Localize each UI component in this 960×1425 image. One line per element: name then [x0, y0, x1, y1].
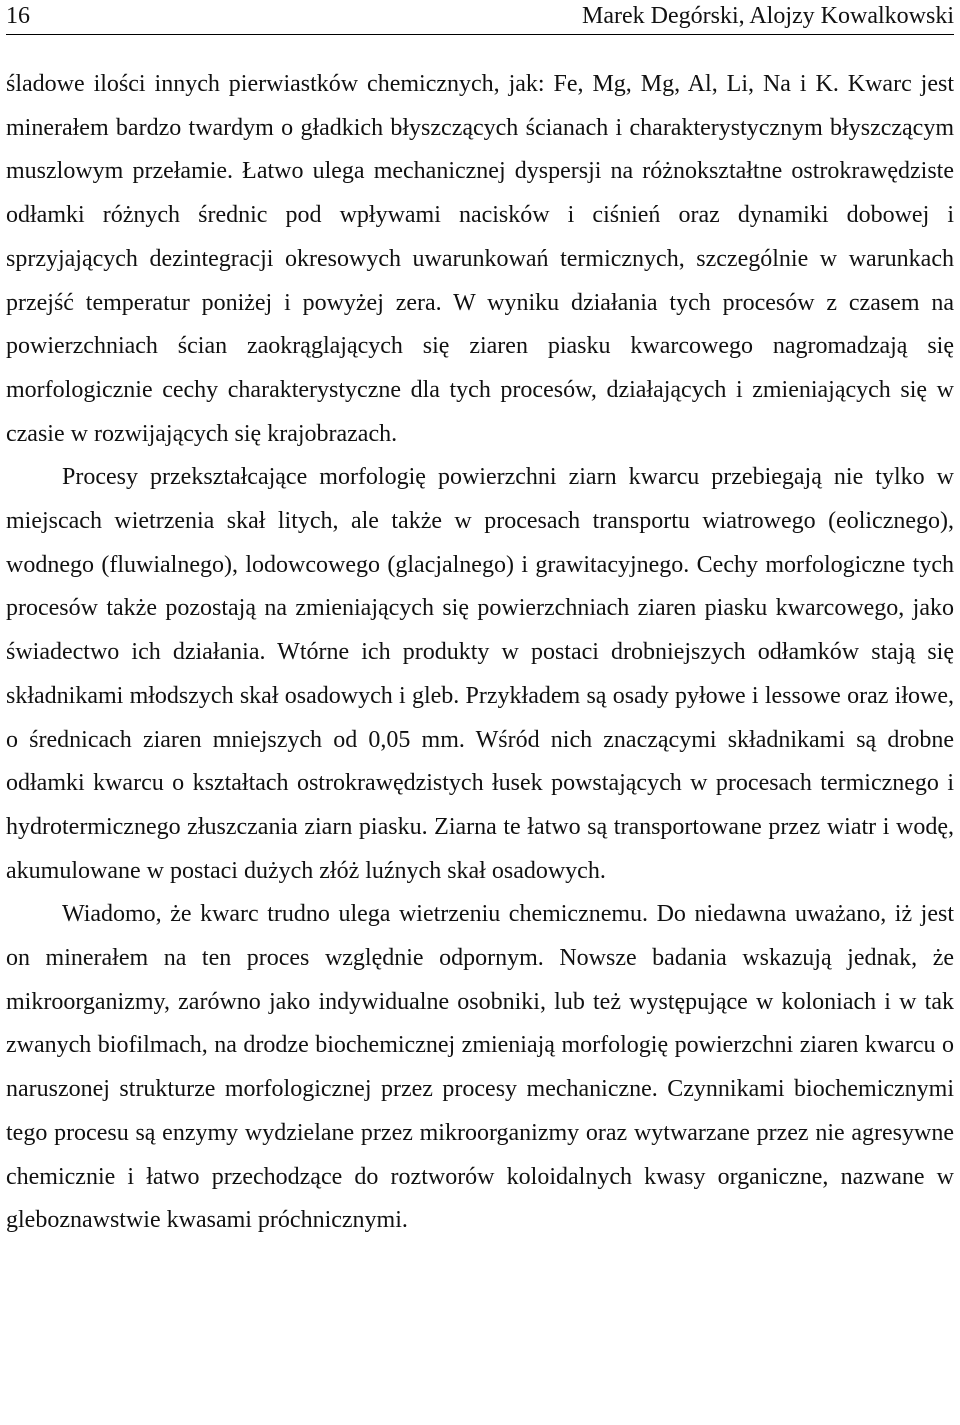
running-head-authors: Marek Degórski, Alojzy Kowalkowski	[582, 3, 954, 29]
body-text	[6, 63, 954, 1243]
page-header	[6, 0, 954, 35]
paragraph-2: Procesy przekształcające morfologię powierzchni ziarn kwarcu przebiegają nie tylko w miejscach wietrzenia skał litych, ale także w procesach transportu wiatrowego (eolicznego), wodnego (fluwialnego), lodowcowego (glacjalnego) i grawitacyjnego. Cechy morfologiczne tych procesów także pozostają na zmieniających się powierzchniach ziaren piasku kwarcowego, jako świadectwo ich działania. Wtórne ich produkty w postaci drobniejszych odłamków stają się składnikami młodszych skał osadowych i gleb. Przykładem są osady pyłowe i lessowe oraz iłowe, o średnicach ziaren mniejszych od 0,05 mm. Wśród nich znaczącymi składnikami są drobne odłamki kwarcu o kształtach ostrokrawędzistych łusek powstających w procesach termicznego i hydrotermicznego złuszczania ziarn piasku. Ziarna te łatwo są transportowane przez wiatr i wodę, akumulowane w postaci dużych złóż luźnych skał osadowych.	[6, 464, 954, 884]
page-number: 16	[6, 3, 30, 29]
paragraph-3: Wiadomo, że kwarc trudno ulega wietrzeniu chemicznemu. Do niedawna uważano, iż jest on minerałem na ten proces względnie odpornym. Nowsze badania wskazują jednak, że mikroorganizmy, zarówno jako indywidualne osobniki, lub też występujące w koloniach i w tak zwanych biofilmach, na drodze biochemicznej zmieniają morfologię powierzchni ziaren kwarcu o naruszonej strukturze morfologicznej przez procesy mechaniczne. Czynnikami biochemicznymi tego procesu są enzymy wydzielane przez mikroorganizmy oraz wytwarzane przez nie agresywne chemicznie i łatwo przechodzące do roztworów koloidalnych kwasy organiczne, nazwane w gleboznawstwie kwasami próchnicznymi.	[6, 901, 954, 1234]
paragraph-1: śladowe ilości innych pierwiastków chemicznych, jak: Fe, Mg, Mg, Al, Li, Na i K. Kwarc jest minerałem bardzo twardym o gładkich błyszczących ścianach i charakterystycznym błyszczącym muszlowym przełamie. Łatwo ulega mechanicznej dyspersji na różnokształtne ostrokrawędziste odłamki różnych średnic pod wpływami nacisków i ciśnień oraz dynamiki dobowej i sprzyjających dezintegracji okresowych uwarunkowań termicznych, szczególnie w warunkach przejść temperatur poniżej i powyżej zera. W wyniku działania tych procesów z czasem na powierzchniach ścian zaokrąglających się ziaren piasku kwarcowego nagromadzają się morfologicznie cechy charakterystyczne dla tych procesów, działających i zmieniających się w czasie w rozwijających się krajobrazach.	[6, 71, 954, 447]
